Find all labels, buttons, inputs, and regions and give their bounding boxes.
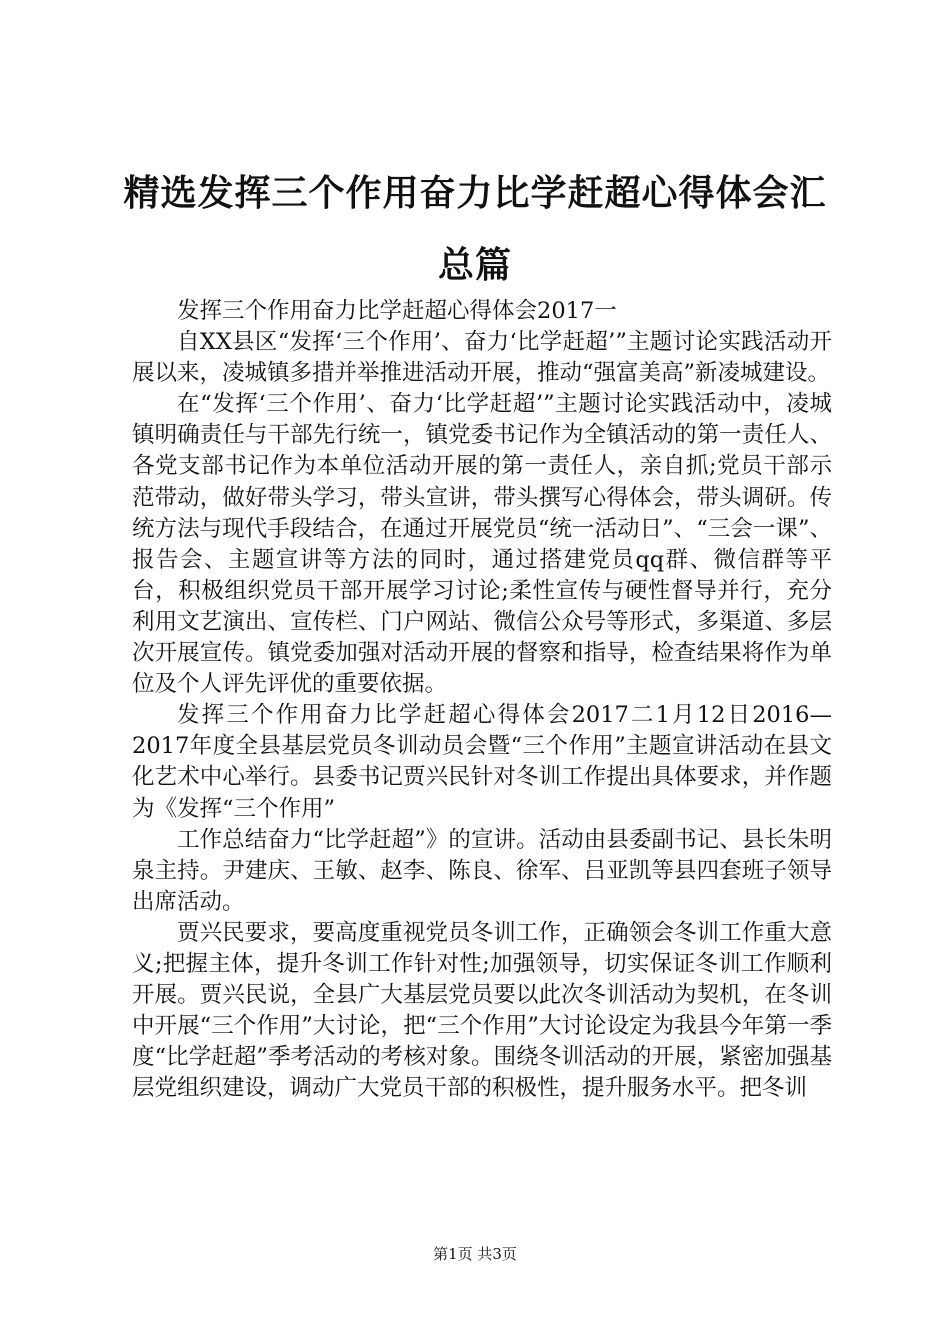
paragraph: 发挥三个作用奋力比学赶超心得体会2017一 [177, 298, 617, 324]
document-title: 精选发挥三个作用奋力比学赶超心得体会汇总篇 [123, 173, 827, 286]
document-body [132, 296, 832, 1104]
page-number-footer: 第1页 共3页 [433, 1245, 517, 1263]
paragraph: 发挥三个作用奋力比学赶超心得体会2017二1月12日2016—2017年度全县基层党员冬训动员会暨“三个作用”主题宣讲活动在县文化艺术中心举行。县委书记贾兴民针对冬训工作提出具体要求，并作题为《发挥“三个作用” [132, 702, 832, 822]
paragraph: 在“发挥‘三个作用’、奋力‘比学赶超’”主题讨论实践活动中，凌城镇明确责任与干部先行统一，镇党委书记作为全镇活动的第一责任人、各党支部书记作为本单位活动开展的第一责任人，亲自抓;党员干部示范带动，做好带头学习，带头宣讲，带头撰写心得体会，带头调研。传统方法与现代手段结合，在通过开展党员“统一活动日”、“三会一课”、报告会、主题宣讲等方法的同时，通过搭建党员qq群、微信群等平台，积极组织党员干部开展学习讨论;柔性宣传与硬性督导并行，充分利用文艺演出、宣传栏、门户网站、微信公众号等形式，多渠道、多层次开展宣传。镇党委加强对活动开展的督察和指导，检查结果将作为单位及个人评先评优的重要依据。 [132, 391, 832, 698]
paragraph: 自XX县区“发挥‘三个作用’、奋力‘比学赶超’”主题讨论实践活动开展以来，凌城镇多措并举推进活动开展，推动“强富美高”新凌城建设。 [132, 329, 832, 387]
paragraph: 工作总结奋力“比学赶超”》的宣讲。活动由县委副书记、县长朱明泉主持。尹建庆、王敏、赵李、陈良、徐军、吕亚凯等县四套班子领导出席活动。 [132, 826, 832, 915]
paragraph: 贾兴民要求，要高度重视党员冬训工作，正确领会冬训工作重大意义;把握主体，提升冬训工作针对性;加强领导，切实保证冬训工作顺利开展。贾兴民说，全县广大基层党员要以此次冬训活动为契机，在冬训中开展“三个作用”大讨论，把“三个作用”大讨论设定为我县今年第一季度“比学赶超”季考活动的考核对象。围绕冬训活动的开展，紧密加强基层党组织建设，调动广大党员干部的积极性，提升服务水平。把冬训 [132, 919, 832, 1102]
